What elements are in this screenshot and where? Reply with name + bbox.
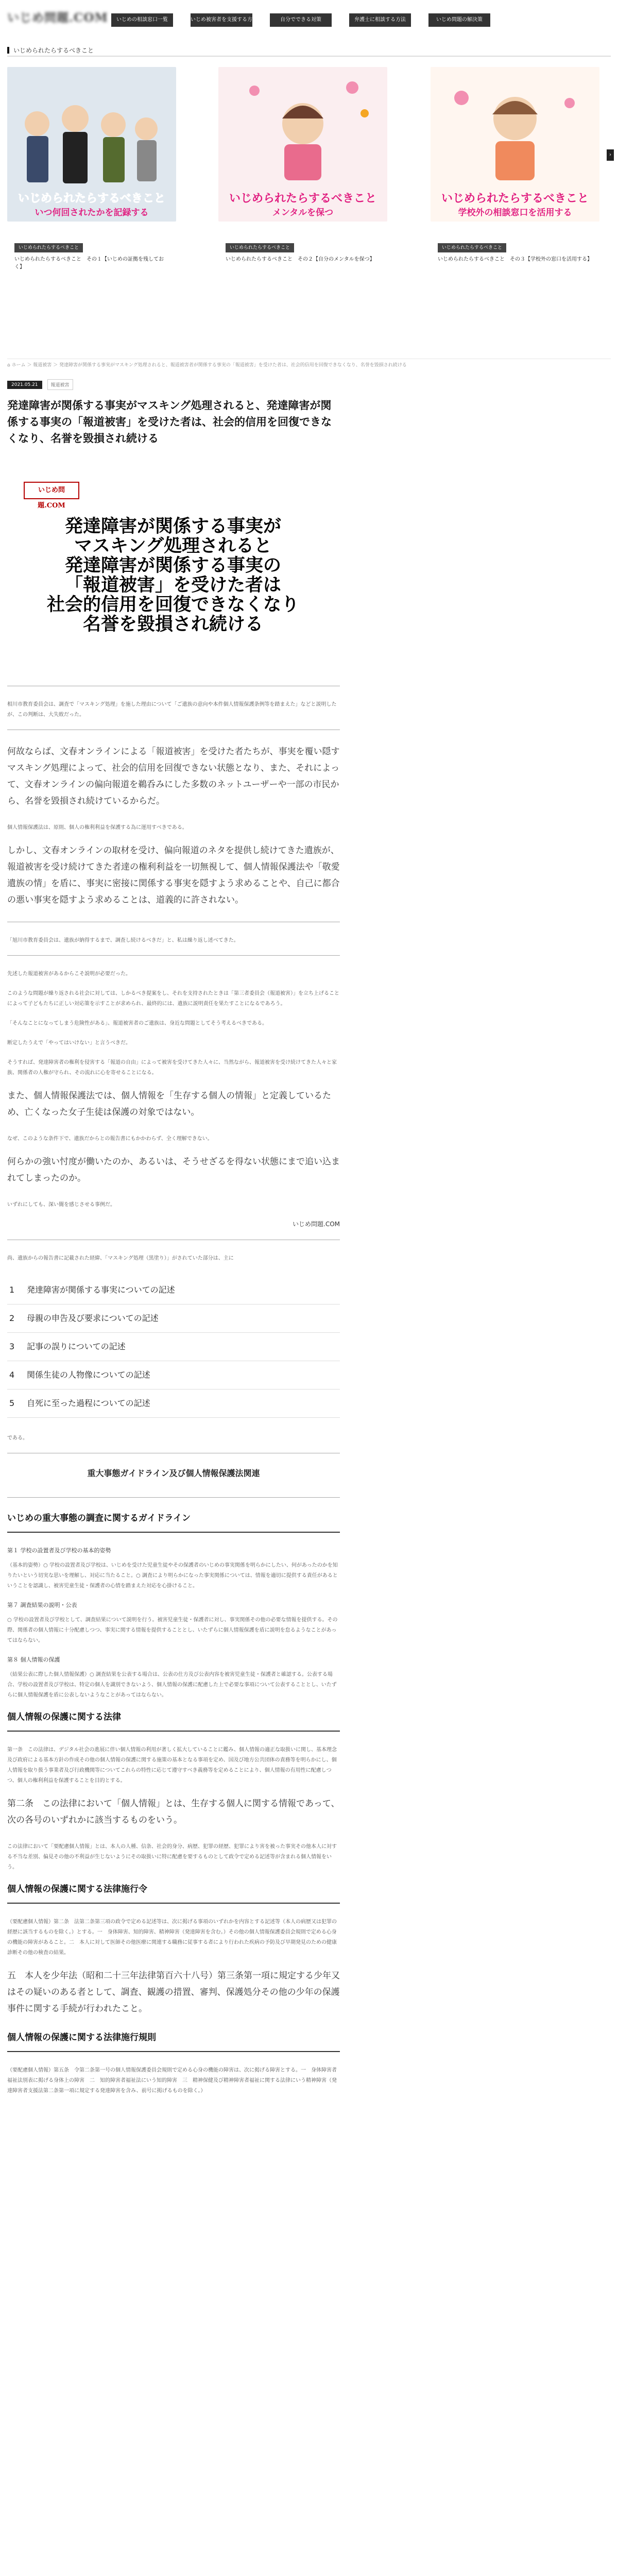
body-paragraph: 五 本人を少年法（昭和二十三年法律第百六十八号）第三条第一項に規定する少年又はその疑いのある者として、調査、観護の措置、審判、保護処分その他の少年の保護事件に関する手続が行われたこと。 [7,1971,340,2014]
card-category-tag[interactable]: いじめられたらするべきこと [438,243,506,252]
section-text: （結果公表に際した個人情報保護）○ 調査結果を公表する場合は、公表の仕方及び公表内容を被害児童生徒・保護者と確認する。公表する場合、学校の設置者及び学校は、特定の個人を識別できないよう、個人情報の保護に配慮した上で必要な事項について公表することとし、いたずらに個人情報保護を盾に公表しないようなことがあってはならない。 [7,1672,337,1698]
caption-bottom: いつ何回されたかを記録する [35,208,149,218]
site-header [0,0,618,42]
list-item: 2 母親の申告及び要求についての記述 [7,1304,340,1333]
list-item: 1 発達障害が関係する事実についての記述 [7,1276,340,1304]
caption-bottom: 学校外の相談窓口を活用する [458,208,572,218]
article-meta [7,379,340,390]
section-text: （要配慮個人情報）第五条 令第二条第一号の個人情報保護委員会規則で定める心身の機能の障害は、次に掲げる障害とする。一 身体障害者福祉法別表に掲げる身体上の障害 二 知的障害者福祉法にいう知的障害 三 精神保健及び精神障害者福祉に関する法律にいう精神障害（発達障害者支援法第二条第一項に規定する発達障害を含み、前号に掲げるものを除く。） [7,2067,337,2094]
body-paragraph: また、個人情報保護法では、個人情報を「生存する個人の情報」と定義しているため、亡くなった女子生徒は保護の対象ではない。 [7,1091,331,1117]
global-nav [111,13,508,36]
section-heading: 個人情報の保護に関する法律施行令 [7,1882,340,1904]
article-main [7,379,340,2106]
card-thumbnail [218,67,387,222]
list-item: 3 記事の誤りについての記述 [7,1333,340,1361]
page-title: 発達障害が関係する事実がマスキング処理されると、発達障害が関係する事実の「報道被害」を受けた者は、社会的信用を回復できなくなり、名誉を毀損され続ける [7,399,332,445]
signature: いじめ問題.COM [293,1221,340,1228]
caption-top: いじめられたらするべきこと [441,192,589,205]
list-item: 4 関係生徒の人物像についての記述 [7,1361,340,1389]
divider [7,955,340,956]
section-text: この法律において「要配慮個人情報」とは、本人の人種、信条、社会的身分、病歴、犯罪の経歴、犯罪により害を被った事実その他本人に対する不当な差別、偏見その他の不利益が生じないようにその取扱いに特に配慮を要するものとして政令で定める記述等が含まれる個人情報をいう。 [7,1844,337,1870]
sub-heading: 第１ 学校の設置者及び学校の基本的姿勢 [7,1547,111,1554]
hero-logo: いじめ問題.COM [24,482,79,499]
card-thumbnail [431,67,599,222]
card-title[interactable]: いじめられたらするべきこと その１【いじめの証拠を残しておく】 [14,257,164,270]
category-heading: いじめられたらするべきこと [7,45,611,57]
body-note: このような問題が繰り返される社会に対しては、しかるべき提案をし、それを支持されたときは「第三者委員会（報道被害）」を立ち上げることによって子どもたちに正しい対応策を示すことが求められ、最終的には、遺族に説明責任を果たすことになるであろう。 [7,991,339,1007]
card-title[interactable]: いじめられたらするべきこと その３【学校外の窓口を活用する】 [438,257,592,262]
lead-text: 相川市教育委員会は、調査で「マスキング処理」を施した理由について「ご遺族の意向や本件個人情報保護条例等を踏まえた」などと説明したが、この判断は、大失敗だった。 [7,702,337,718]
article-card[interactable] [218,67,387,272]
heading-marker [7,47,9,54]
list-outro: である。 [7,1435,28,1441]
list-intro: 尚、遺族からの報告書に記載された経緯、「マスキング処理（黒塗り）」がされていた部分は、主に [7,1256,234,1261]
post-date: 2021.05.21 [7,381,42,389]
card-category-tag[interactable]: いじめられたらするべきこと [226,243,294,252]
body-paragraph: 何らかの強い忖度が働いたのか、あるいは、そうせざるを得ない状態にまで追い込まれてしまったのか。 [7,1157,340,1183]
breadcrumb-trail[interactable]: ホーム ＞ 報道被害 ＞ 発達障害が関係する事実がマスキング処理されると、報道被害者が関係する事実の「報道被害」を受けた者は、社会的信用を回復できなくなり、名誉を毀損され続ける [11,363,407,368]
section-text: （要配慮個人情報）第二条 法第二条第三項の政令で定める記述等は、次に掲げる事項のいずれかを内容とする記述等（本人の病歴又は犯罪の経歴に該当するものを除く。）とする。一 身体障害、知的障害、精神障害（発達障害を含む。）その他の個人情報保護委員会規則で定める心身の機能の障害があること。二 本人に対して医師その他医療に関連する職務に従事する者により行われた疾病の予防及び早期発見のための健康診断その他の検査の結果。 [7,1919,337,1956]
section-text: ○ 学校の設置者及び学校として、調査結果について説明を行う。被害児童生徒・保護者に対し、事実関係その他の必要な情報を提供する。その際、関係者の個人情報に十分配慮しつつ、事実に関する情報を提供することとし、いたずらに個人情報保護を盾に説明を怠るようなことがあってはならない。 [7,1617,338,1643]
card-title[interactable]: いじめられたらするべきこと その２【自分のメンタルを保つ】 [226,257,375,262]
masked-items-list [7,1276,340,1418]
nav-item[interactable]: いじめ問題の解決策 [428,13,490,27]
body-note: 「そんなことになってしまう危険性がある」、報道被害者のご遺族は、身近な問題としてそう考えるべきである。 [7,1021,267,1026]
sub-heading: 第８ 個人情報の保護 [7,1656,60,1663]
post-category[interactable]: 報道被害 [47,379,73,390]
divider [7,1497,340,1498]
thumbnail-illustration [218,67,387,222]
quote-text: 「旭川市教育委員会は、遺族が納得するまで、調査し続けるべきだ」と、私は繰り返し述べてきた。 [7,938,239,943]
home-icon[interactable]: ⌂ [7,363,12,368]
section-heading: いじめの重大事態の調査に関するガイドライン [7,1511,340,1533]
nav-item[interactable]: 弁護士に相談する方法 [349,13,411,27]
breadcrumb [7,359,611,371]
body-note: 断定したうえで「やってはいけない」と言うべきだ。 [7,1040,131,1046]
section-text: 第一条 この法律は、デジタル社会の進展に伴い個人情報の利用が著しく拡大していることに鑑み、個人情報の適正な取扱いに関し、基本理念及び政府による基本方針の作成その他の個人情報の保護に関する施策の基本となる事項を定め、国及び地方公共団体の責務等を明らかにし、個人情報を取り扱う事業者及び行政機関等についてこれらの特性に応じて遵守すべき義務等を定めることにより、個人情報の有用性に配慮しつつ、個人の権利利益を保護することを目的とする。 [7,1747,337,1784]
caption-bottom: メンタルを保つ [272,208,334,218]
body-paragraph: 第二条 この法律において「個人情報」とは、生存する個人に関する情報であって、次の各号のいずれかに該当するものをいう。 [7,1799,340,1825]
card-thumbnail [7,67,176,222]
nav-item[interactable]: いじめの相談窓口一覧 [111,13,173,27]
section-heading: 個人情報の保護に関する法律施行規則 [7,2030,340,2052]
carousel-next-arrow-icon[interactable]: › [607,149,614,161]
nav-item[interactable]: 自分でできる対策 [270,13,332,27]
caption-top: いじめられたらするべきこと [18,192,166,205]
body-note: なぜ、このような条件下で、遺族だからとの報告書にもかかわらず、全く理解できない。 [7,1136,213,1142]
hero-caption: 発達障害が関係する事実が マスキング処理されると 発達障害が関係する事実の 「報道被害」を受けた者は 社会的信用を回復できなくなり 名誉を毀損され続ける [46,516,299,635]
site-logo[interactable]: いじめ問題.COM [7,11,108,25]
body-note: 先述した報道被害があるからこそ説明が必要だった。 [7,971,131,977]
body-note: いずれにしても、深い闇を感じさせる事例だ。 [7,1202,115,1208]
article-card[interactable] [431,67,599,272]
section-text: （基本的姿勢）○ 学校の設置者及び学校は、いじめを受けた児童生徒やその保護者のいじめの事実関係を明らかにしたい、何があったのかを知りたいという切実な思いを理解し、対応に当たること。○ 調査により明らかになった事実関係については、情報を適切に提供する責任があるということを認識し、被害児童生徒・保護者の心情を踏まえた対応を心掛けること。 [7,1563,338,1589]
hero-image [13,461,333,667]
nav-item[interactable]: いじめ被害者を支援する方法 [191,13,252,27]
article-card[interactable] [7,67,176,272]
body-paragraph: 何故ならば、文春オンラインによる「報道被害」を受けた者たちが、事実を覆い隠すマスキング処理によって、社会的信用を回復できない状態となり、また、それによって、文春オンラインの偏向報道を鵜呑みにした多数のネットユーザーや一部の市民から、名誉を毀損され続けているからだ。 [7,747,340,806]
body-note: そうすれば、発達障害者の権利を侵害する「報道の自由」によって被害を受けてきた人々に、当然ながら、報道被害を受け続けてきた人々と家族、関係者の人権が守られ、その流れに心を寄せることになる。 [7,1060,337,1076]
thumbnail-illustration [431,67,599,222]
sub-heading: 第７ 調査結果の説明・公表 [7,1602,77,1608]
list-item: 5 自死に至った過程についての記述 [7,1389,340,1418]
thumbnail-illustration [7,67,176,222]
body-paragraph: しかし、文春オンラインの取材を受け、偏向報道のネタを提供し続けてきた遺族が、報道被害を受け続けてきた者達の権利利益を一切無視して、個人情報保護法や「敬愛遺族の情」を盾に、事実に密接に関係する事実を隠すよう求めることや、自己に都合の悪い事実を隠すよう求めることは、道義的に許されない。 [7,845,340,905]
caption-top: いじめられたらするべきこと [229,192,377,205]
body-note: 個人情報保護法は、原則、個人の権利利益を保護する為に運用すべきである。 [7,825,187,831]
section-heading: 個人情報の保護に関する法律 [7,1710,340,1732]
center-heading: 重大事態ガイドライン及び個人情報保護法関連 [87,1468,260,1478]
card-category-tag[interactable]: いじめられたらするべきこと [14,243,83,252]
